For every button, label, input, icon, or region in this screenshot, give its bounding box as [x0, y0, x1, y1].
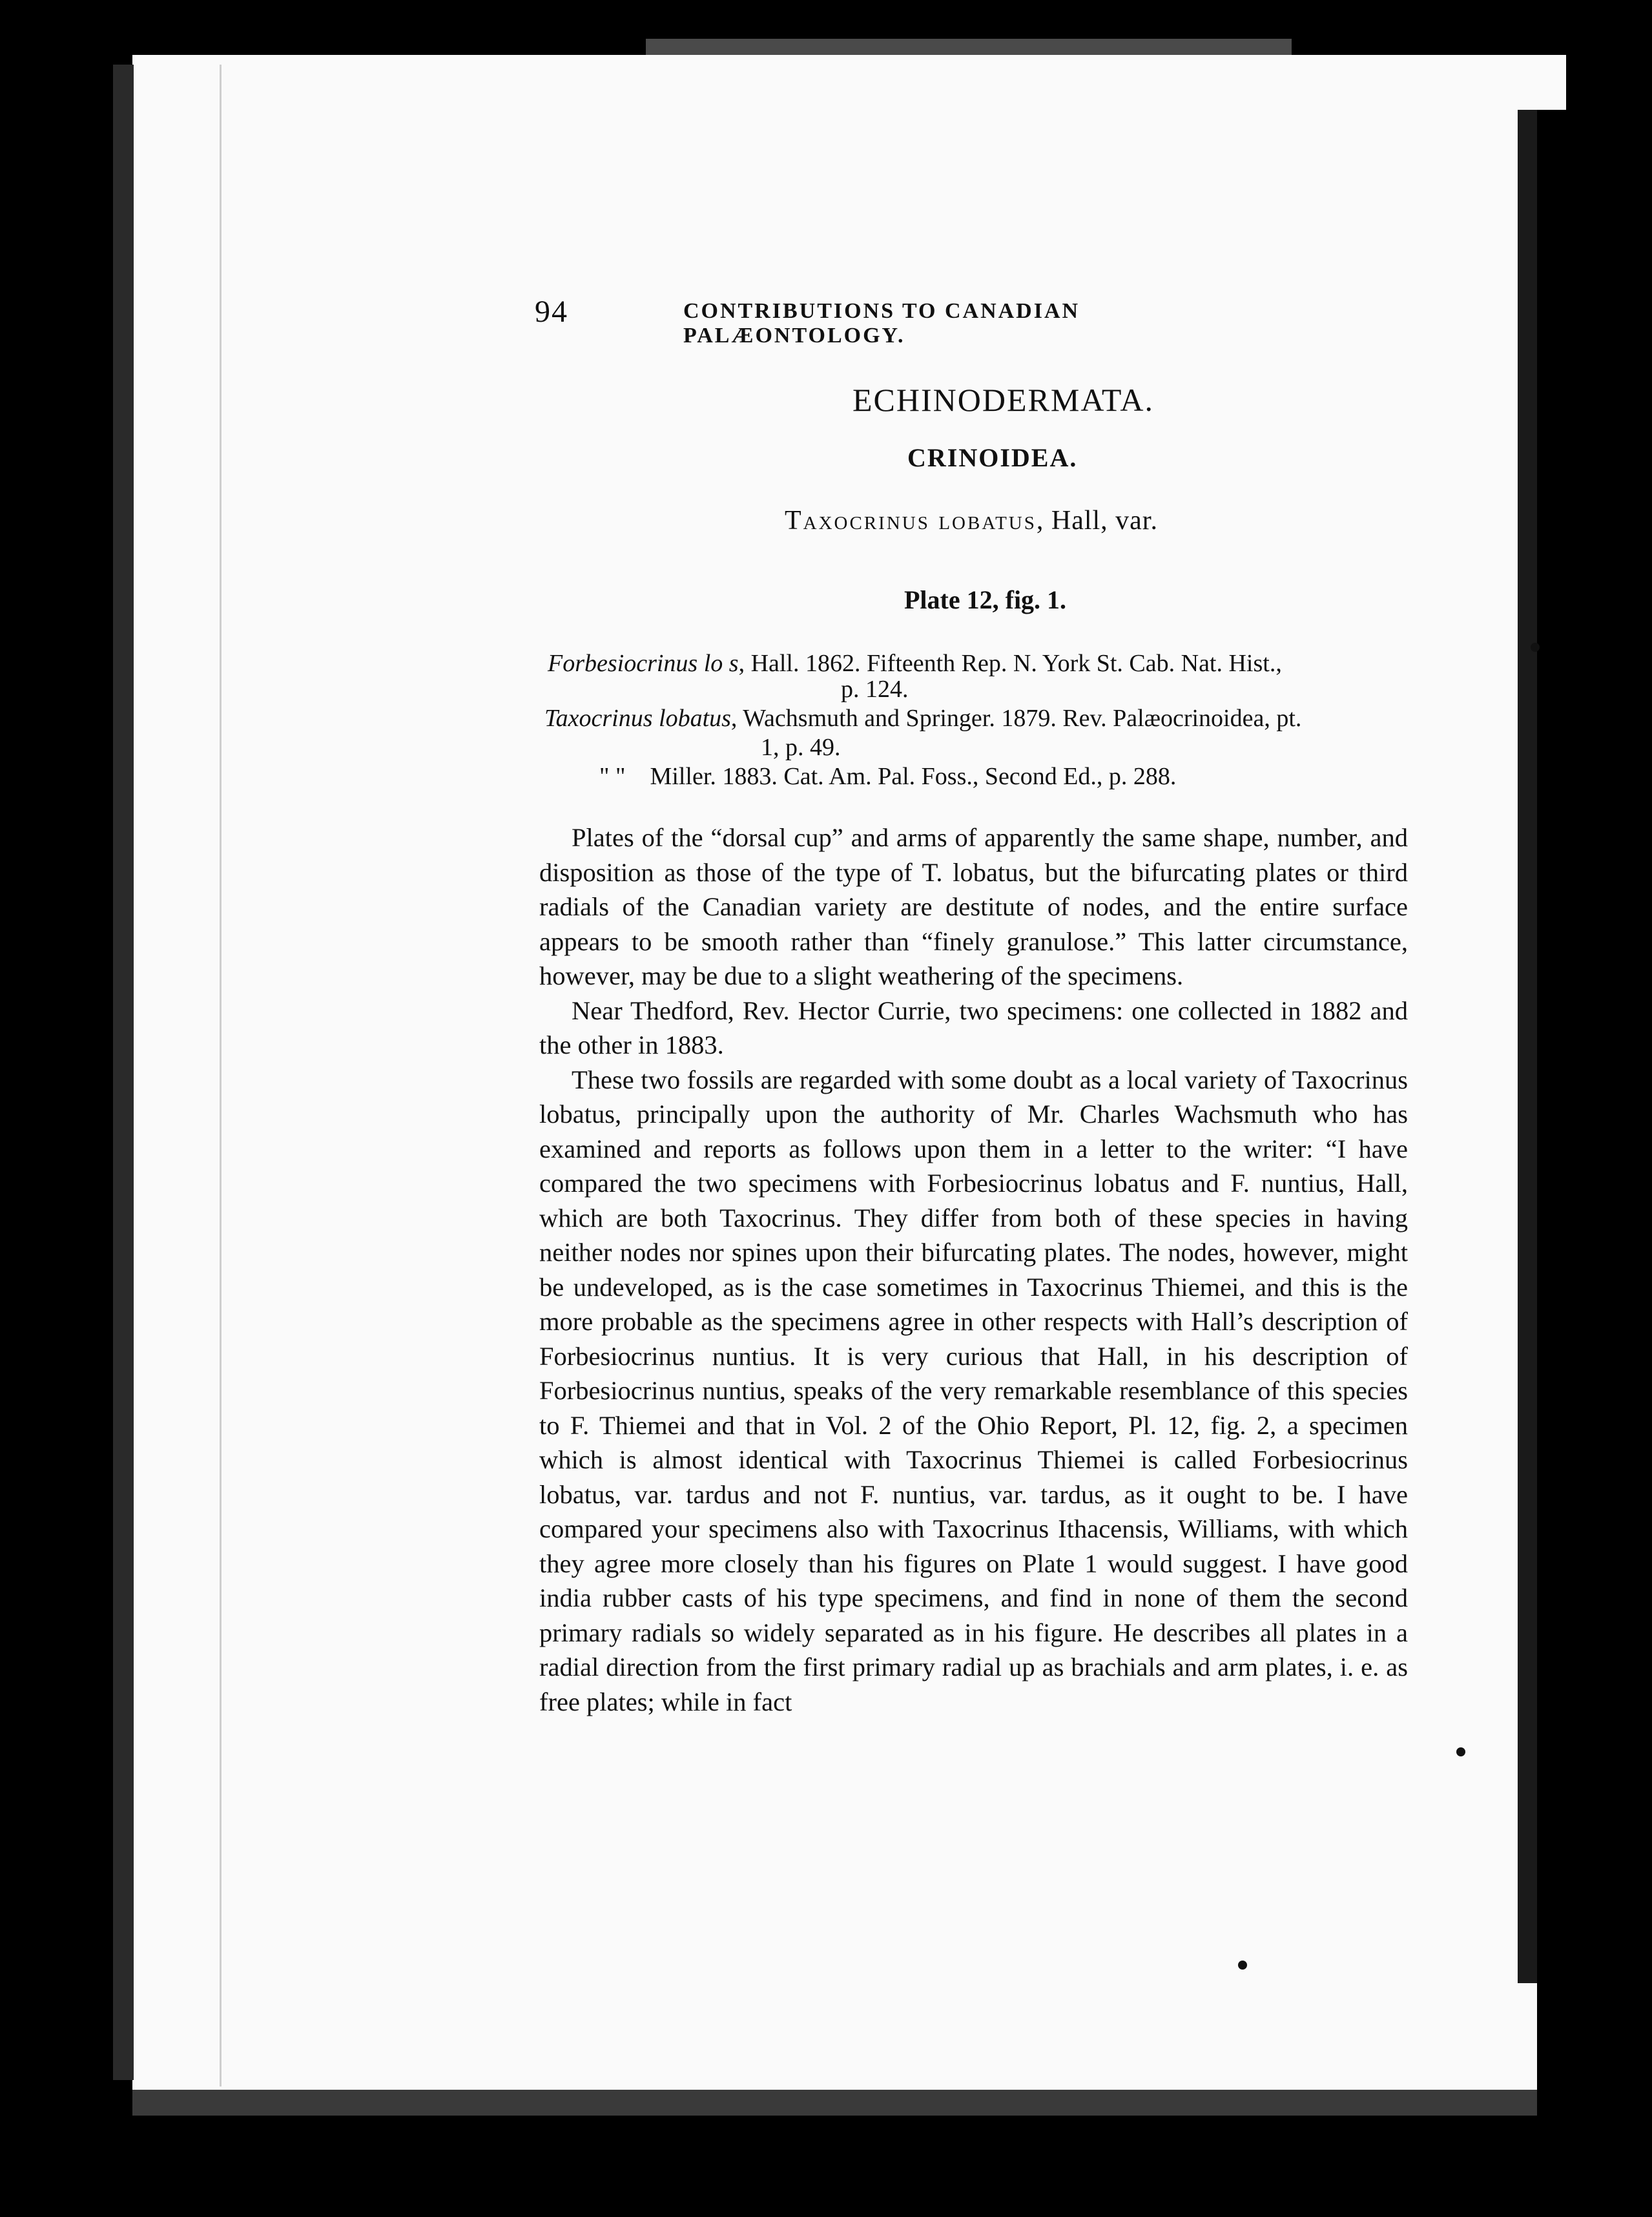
scan-background-right — [1537, 110, 1652, 2217]
species-name: Taxocrinus lobatus — [785, 506, 1037, 536]
page-number: 94 — [535, 295, 568, 329]
synonym-citation: , Wachsmuth and Springer. 1879. Rev. Palæocrinoidea, pt. — [730, 705, 1302, 732]
synonym-citation: , Hall. 1862. Fifteenth Rep. N. York St. Cab. Nat. Hist., — [738, 650, 1282, 677]
ditto-marks: " " — [599, 763, 626, 790]
synonymy-entry — [599, 762, 1176, 791]
running-head: CONTRIBUTIONS TO CANADIAN PALÆONTOLOGY. — [683, 299, 1080, 348]
page-header — [535, 294, 1271, 348]
synonymy-continuation: p. 124. — [841, 676, 909, 703]
synonymy-entry — [548, 649, 1282, 678]
plate-reference: Plate 12, fig. 1. — [904, 585, 1067, 614]
paragraph-locality: Near Thedford, Rev. Hector Currie, two specimens: one collected in 1882 and the other in 1883. — [539, 995, 1408, 1059]
page-right-edge — [1518, 110, 1537, 1983]
page-fold-line — [220, 65, 222, 2087]
page-spine-shadow — [113, 65, 134, 2080]
synonymy-continuation: 1, p. 49. — [761, 734, 841, 761]
section-heading-phylum: ECHINODERMATA. — [852, 382, 1155, 418]
body-text — [539, 820, 1408, 1719]
species-heading — [785, 505, 1158, 536]
synonymy-entry — [544, 704, 1301, 733]
page-speck — [1238, 1961, 1247, 1970]
margin-speck — [1456, 1747, 1465, 1756]
synonym-name: Taxocrinus lobatus — [544, 705, 731, 732]
paragraph-description: Plates of the “dorsal cup” and arms of apparently the same shape, number, and disposition as those of the type of T. lobatus, but the bifurcating plates or third radials of the Canadian variety are destitute of nodes, and the entire surface appears to be smooth rather than “finely granulose.” This latter circumstance, however, may be due to a slight weathering of the specimens. — [539, 823, 1408, 990]
margin-speck — [1531, 643, 1540, 652]
page-bottom-edge — [132, 2090, 1537, 2116]
section-heading-class: CRINOIDEA. — [907, 443, 1078, 472]
species-author: , Hall, var. — [1036, 506, 1158, 536]
paragraph-discussion: These two fossils are regarded with some doubt as a local variety of Taxocrinus lobatus, principally upon the authority of Mr. Charles Wachsmuth who has examined and reports as follows upon them in a letter to the writer: “I have compared the two specimens with Forbesiocrinus lobatus and F. nuntius, Hall, which are both Taxocrinus. They differ from both of these species in having neither nodes nor spines upon their bifurcating plates. The nodes, however, might be undeveloped, as is the case sometimes in Taxocrinus Thiemei, and this is the more probable as the specimens agree in other respects with Hall’s description of Forbesiocrinus nuntius. It is very curious that Hall, in his description of Forbesiocrinus nuntius, speaks of the very remarkable resemblance of this species to F. Thiemei and that in Vol. 2 of the Ohio Report, Pl. 12, fig. 2, a specimen which is almost identical with Taxocrinus Thiemei is called Forbesiocrinus lobatus, var. tardus and not F. nuntius, var. tardus, as it ought to be. I have compared your specimens also with Taxocrinus Ithacensis, Williams, with which they agree more closely than his figures on Plate 1 would suggest. I have good india rubber casts of his type specimens, and find in none of them the second primary radials so widely separated as in his figure. He describes all plates in a radial direction from the first primary radial up as brachials and arm plates, i. e. as free plates; while in fact — [539, 1065, 1408, 1716]
synonym-name: Forbesiocrinus lo s — [548, 650, 739, 677]
synonym-citation: Miller. 1883. Cat. Am. Pal. Foss., Second Ed., p. 288. — [650, 763, 1177, 790]
